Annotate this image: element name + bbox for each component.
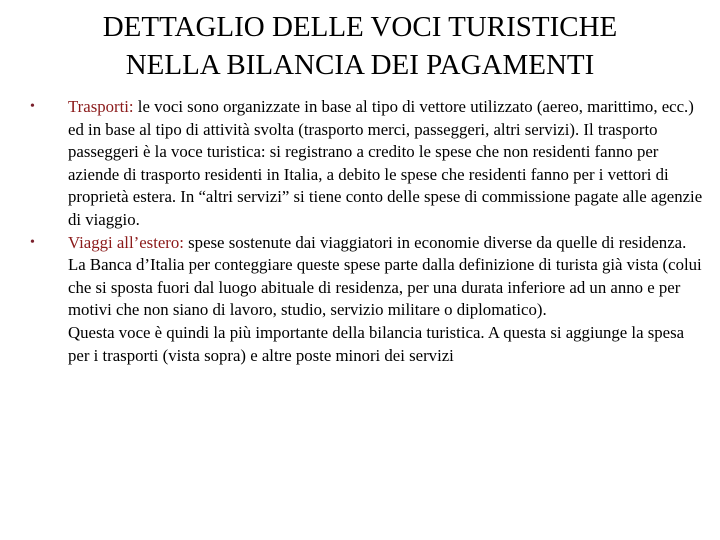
bullet-item-viaggi-estero	[30, 232, 708, 322]
text-viaggi-estero: spese sostenute dai viaggiatori in economie diverse da quelle di residenza. La Banca d’Italia per conteggiare queste spese parte dalla definizione di turista già vista (colui che si sposta fuori dal luogo abituale di residenza, per una durata inferiore ad un anno e per motivi che non siano di lavoro, studio, servizio militare o diplomatico).	[68, 232, 702, 320]
bullet-item-trasporti	[30, 96, 708, 232]
bullet-list	[30, 96, 708, 367]
slide-title	[0, 8, 720, 84]
bullet-marker: •	[30, 99, 35, 114]
text-trasporti: le voci sono organizzate in base al tipo di vettore utilizzato (aereo, marittimo, ecc.) ed in base al tipo di attività svolta (trasporto merci, passeggeri, altri servizi). Il trasporto passeggeri è la voce turistica: si registrano a credito le spese che non residenti fanno per aziende di trasporto residenti in Italia, a debito le spese che residenti fanno per i vettori di proprietà estera. In “altri servizi” si tiene conto delle spese di commissione pagate alle agenzie di viaggio.	[68, 97, 703, 229]
slide-title-line-1: DETTAGLIO DELLE VOCI TURISTICHE	[102, 11, 618, 43]
continuation-paragraph: Questa voce è quindi la più importante della bilancia turistica. A questa si aggiunge la spesa per i trasporti (vista sopra) e altre poste minori dei servizi	[68, 322, 685, 365]
bullet-marker: •	[30, 234, 35, 250]
term-trasporti: Trasporti:	[68, 97, 134, 116]
slide-title-line-2: NELLA BILANCIA DEI PAGAMENTI	[125, 49, 595, 81]
term-viaggi-estero: Viaggi all’estero:	[68, 232, 184, 252]
